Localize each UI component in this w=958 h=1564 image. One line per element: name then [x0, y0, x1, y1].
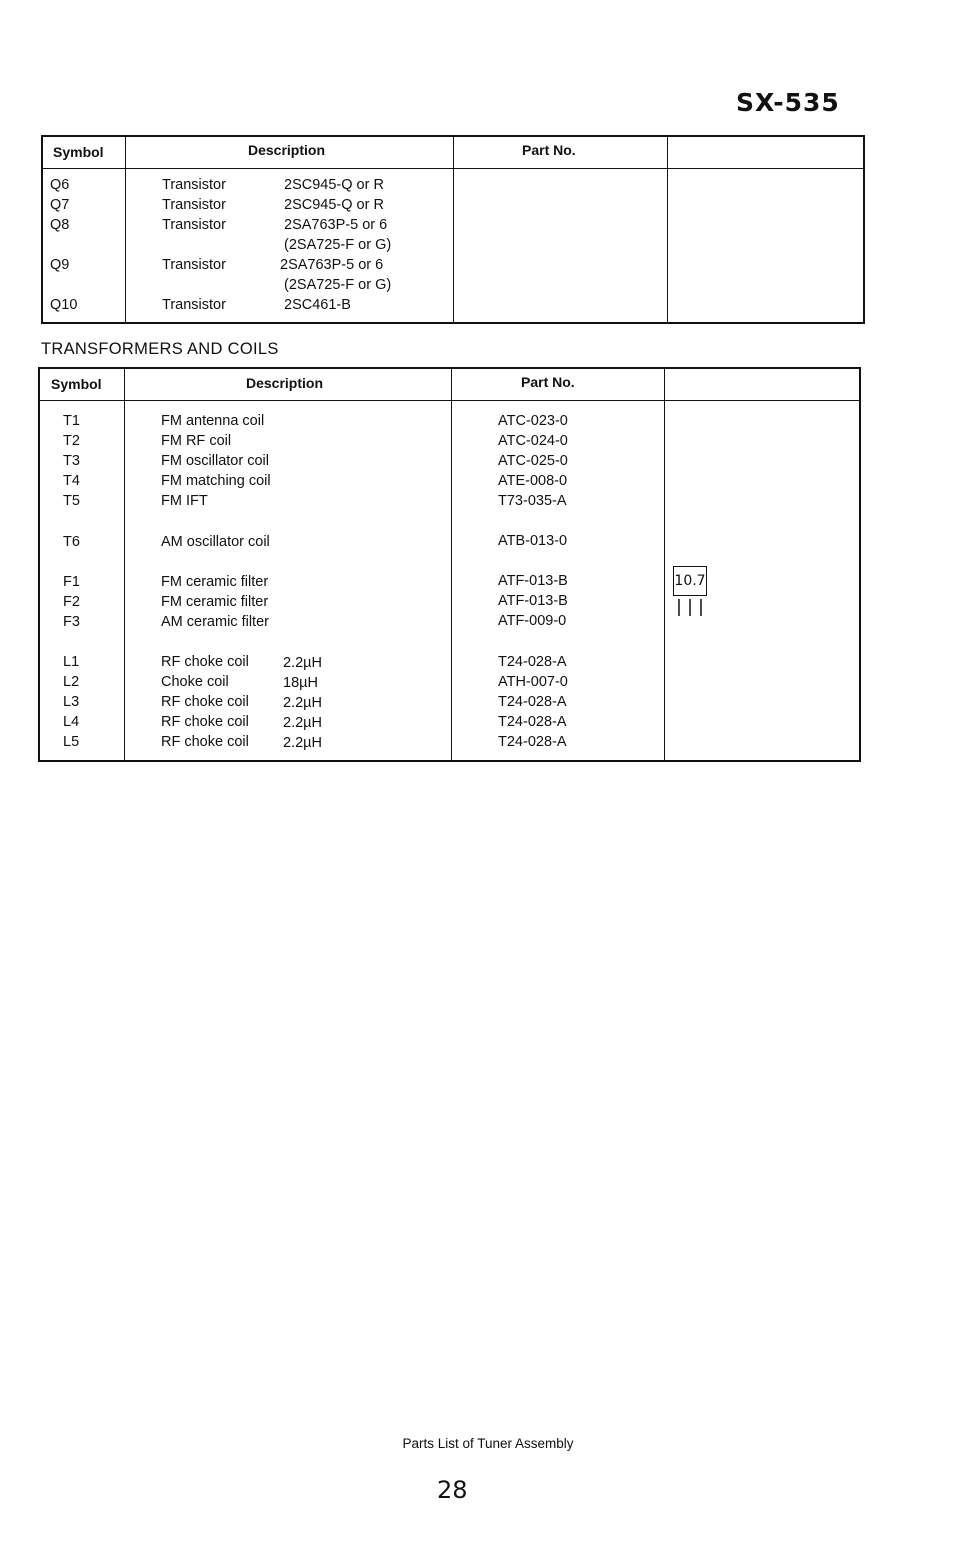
- column-divider: [124, 369, 125, 760]
- row-symbol: L1: [63, 654, 80, 670]
- row-symbol: F1: [63, 574, 80, 590]
- row-description: FM ceramic filter: [161, 594, 269, 610]
- row-symbol: Q8: [50, 217, 70, 233]
- row-symbol: T4: [63, 473, 80, 489]
- row-description: Transistor: [162, 257, 226, 273]
- row-part-no: ATC-023-0: [498, 413, 568, 429]
- header-description: Description: [246, 375, 324, 391]
- row-value: 2.2µH: [283, 735, 322, 751]
- row-part-no: ATF-013-B: [498, 573, 568, 589]
- row-value: 2SA763P-5 or 6: [280, 257, 384, 273]
- filter-pins-icon: [677, 599, 705, 617]
- row-symbol: F3: [63, 614, 80, 630]
- row-symbol: Q9: [50, 257, 70, 273]
- row-symbol: F2: [63, 594, 80, 610]
- row-description: AM ceramic filter: [161, 614, 269, 630]
- row-description: Transistor: [162, 297, 226, 313]
- row-value: 2SC945-Q or R: [284, 197, 384, 213]
- transistor-table: [41, 135, 865, 324]
- row-value: 2.2µH: [283, 655, 322, 671]
- row-part-no: ATB-013-0: [498, 533, 568, 549]
- model-number: SX-535: [736, 88, 840, 117]
- column-divider: [451, 369, 452, 760]
- row-value: 18µH: [283, 675, 318, 691]
- row-description: FM antenna coil: [161, 413, 265, 429]
- row-description: FM RF coil: [161, 433, 232, 449]
- row-symbol: Q7: [50, 197, 70, 213]
- column-divider: [453, 137, 454, 322]
- row-part-no: ATC-024-0: [498, 433, 568, 449]
- row-value: 2SC461-B: [284, 297, 351, 313]
- row-value: 2.2µH: [283, 715, 322, 731]
- row-part-no: T24-028-A: [498, 694, 567, 710]
- row-symbol: T6: [63, 534, 80, 550]
- row-value: 2.2µH: [283, 695, 322, 711]
- row-description: FM IFT: [161, 493, 208, 509]
- header-divider: [40, 400, 859, 401]
- row-description: RF choke coil: [161, 654, 249, 670]
- header-description: Description: [248, 142, 326, 158]
- row-symbol: T1: [63, 413, 80, 429]
- column-divider: [664, 369, 665, 760]
- row-value: 2SA763P-5 or 6: [284, 217, 388, 233]
- row-part-no: ATC-025-0: [498, 453, 568, 469]
- header-symbol: Symbol: [51, 376, 102, 392]
- page-number: 28: [437, 1476, 468, 1504]
- row-symbol: T2: [63, 433, 80, 449]
- row-part-no: ATF-013-B: [498, 593, 568, 609]
- row-description: FM ceramic filter: [161, 574, 269, 590]
- row-symbol: L4: [63, 714, 80, 730]
- row-symbol: T5: [63, 493, 80, 509]
- row-description: RF choke coil: [161, 714, 249, 730]
- row-description: Choke coil: [161, 674, 229, 690]
- header-symbol: Symbol: [53, 144, 104, 160]
- column-divider: [125, 137, 126, 322]
- footer-caption: Parts List of Tuner Assembly: [402, 1436, 574, 1451]
- row-value-alt: (2SA725-F or G): [284, 237, 392, 253]
- row-part-no: ATF-009-0: [498, 613, 567, 629]
- header-part-no: Part No.: [522, 142, 576, 158]
- header-part-no: Part No.: [521, 374, 575, 390]
- row-description: RF choke coil: [161, 734, 249, 750]
- row-part-no: T24-028-A: [498, 654, 567, 670]
- row-part-no: T24-028-A: [498, 714, 567, 730]
- coils-table: [38, 367, 861, 762]
- column-divider: [667, 137, 668, 322]
- row-part-no: T73-035-A: [498, 493, 567, 509]
- row-symbol: L2: [63, 674, 80, 690]
- row-description: AM oscillator coil: [161, 534, 270, 550]
- row-description: FM matching coil: [161, 473, 271, 489]
- row-symbol: Q6: [50, 177, 70, 193]
- row-symbol: T3: [63, 453, 80, 469]
- row-value: 2SC945-Q or R: [284, 177, 384, 193]
- row-symbol: L5: [63, 734, 80, 750]
- row-part-no: T24-028-A: [498, 734, 567, 750]
- row-symbol: L3: [63, 694, 80, 710]
- section-title: TRANSFORMERS AND COILS: [41, 340, 279, 358]
- row-symbol: Q10: [50, 297, 78, 313]
- row-description: FM oscillator coil: [161, 453, 269, 469]
- row-value-alt: (2SA725-F or G): [284, 277, 392, 293]
- header-divider: [43, 168, 863, 169]
- ceramic-filter-marking: 10.7: [673, 566, 707, 596]
- row-part-no: ATE-008-0: [498, 473, 568, 489]
- row-description: Transistor: [162, 217, 226, 233]
- row-description: Transistor: [162, 197, 226, 213]
- row-description: Transistor: [162, 177, 226, 193]
- row-part-no: ATH-007-0: [498, 674, 568, 690]
- row-description: RF choke coil: [161, 694, 249, 710]
